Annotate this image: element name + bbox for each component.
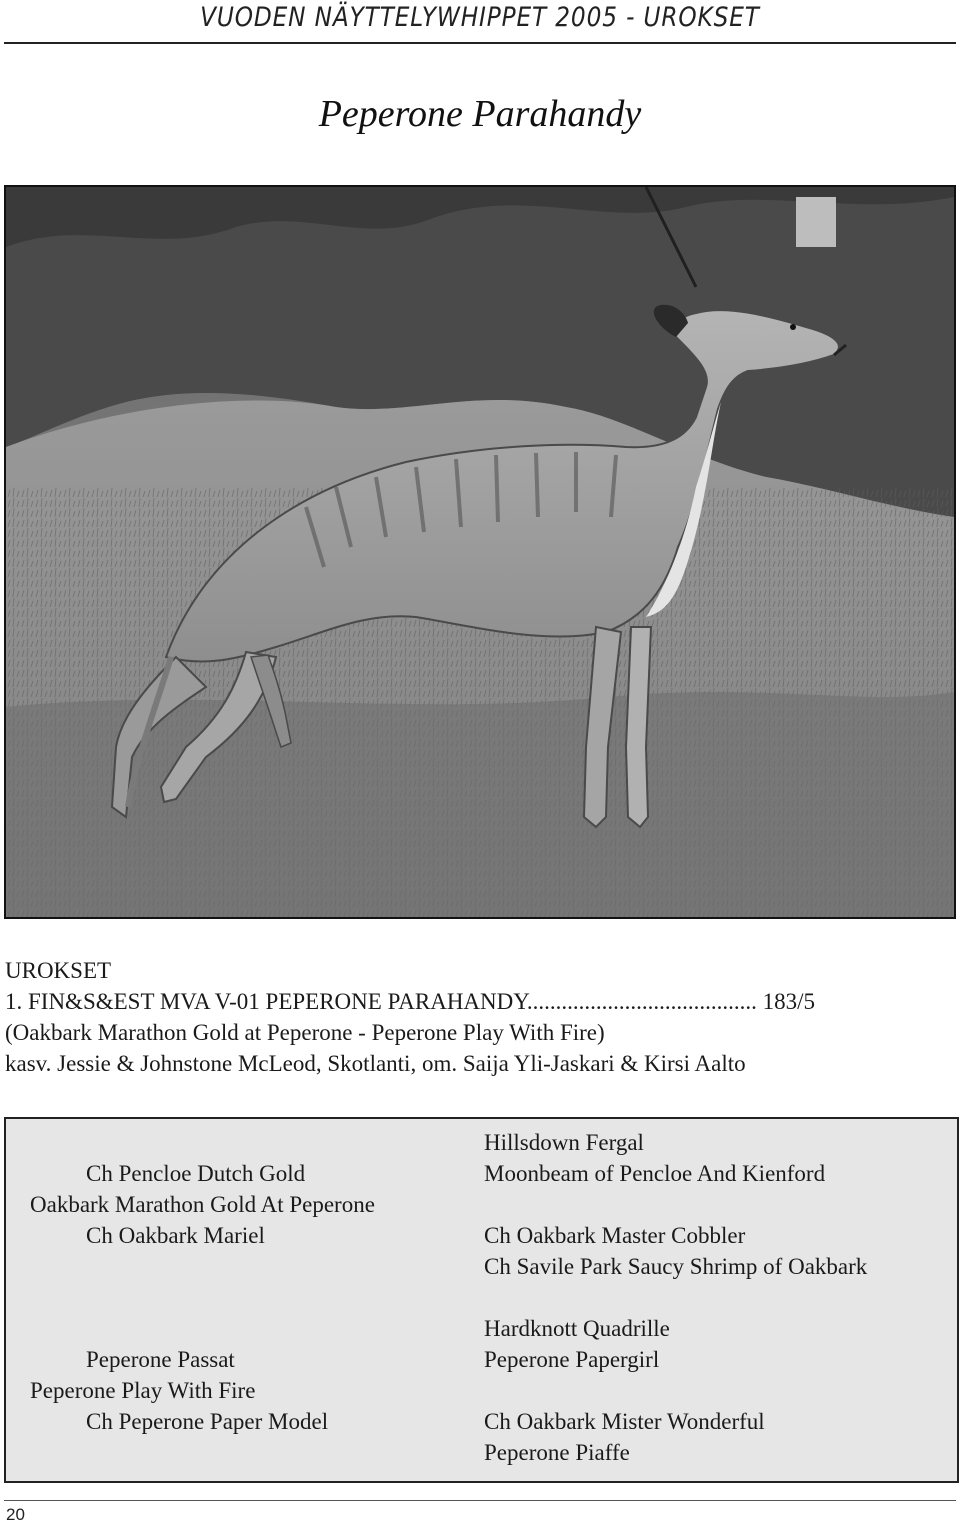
pedigree-sire-dam-dam: Ch Savile Park Saucy Shrimp of Oakbark <box>484 1254 868 1279</box>
whippet-dog-photo <box>4 185 956 919</box>
dog-name-title: Peperone Parahandy <box>318 93 642 135</box>
pedigree-sire-sire: Ch Pencloe Dutch Gold <box>86 1161 306 1186</box>
pedigree-sire-sire-dam: Moonbeam of Pencloe And Kienford <box>484 1161 826 1186</box>
header-divider <box>4 42 956 44</box>
section-heading: UROKSET <box>5 958 112 983</box>
pedigree-sire: Oakbark Marathon Gold At Peperone <box>30 1192 375 1217</box>
pedigree-dam-dam-dam: Peperone Piaffe <box>484 1440 630 1465</box>
pedigree-dam-dam-sire: Ch Oakbark Mister Wonderful <box>484 1409 765 1434</box>
pedigree-dam-sire-dam: Peperone Papergirl <box>484 1347 660 1372</box>
breeder-owner-line: kasv. Jessie & Johnstone McLeod, Skotlanti, om. Saija Yli-Jaskari & Kirsi Aalto <box>5 1051 746 1076</box>
running-header: VUODEN NÄYTTELYWHIPPET 2005 - UROKSET <box>200 2 760 33</box>
pedigree-dam-sire: Peperone Passat <box>86 1347 235 1372</box>
parents-line: (Oakbark Marathon Gold at Peperone - Peperone Play With Fire) <box>5 1020 605 1045</box>
result-line: 1. FIN&S&EST MVA V-01 PEPERONE PARAHANDY........................................ 183/5 <box>5 989 816 1014</box>
pedigree-sire-dam-sire: Ch Oakbark Master Cobbler <box>484 1223 746 1248</box>
pedigree-sire-dam: Ch Oakbark Mariel <box>86 1223 265 1248</box>
show-entry <box>5 955 955 1079</box>
pedigree-sire-sire-sire: Hillsdown Fergal <box>484 1130 644 1155</box>
pedigree-dam-sire-sire: Hardknott Quadrille <box>484 1316 670 1341</box>
pedigree-dam: Peperone Play With Fire <box>30 1378 256 1403</box>
footer-divider <box>4 1500 956 1501</box>
pedigree-table <box>4 1117 959 1483</box>
pedigree-dam-dam: Ch Peperone Paper Model <box>86 1409 329 1434</box>
page-number: 20 <box>6 1505 25 1524</box>
